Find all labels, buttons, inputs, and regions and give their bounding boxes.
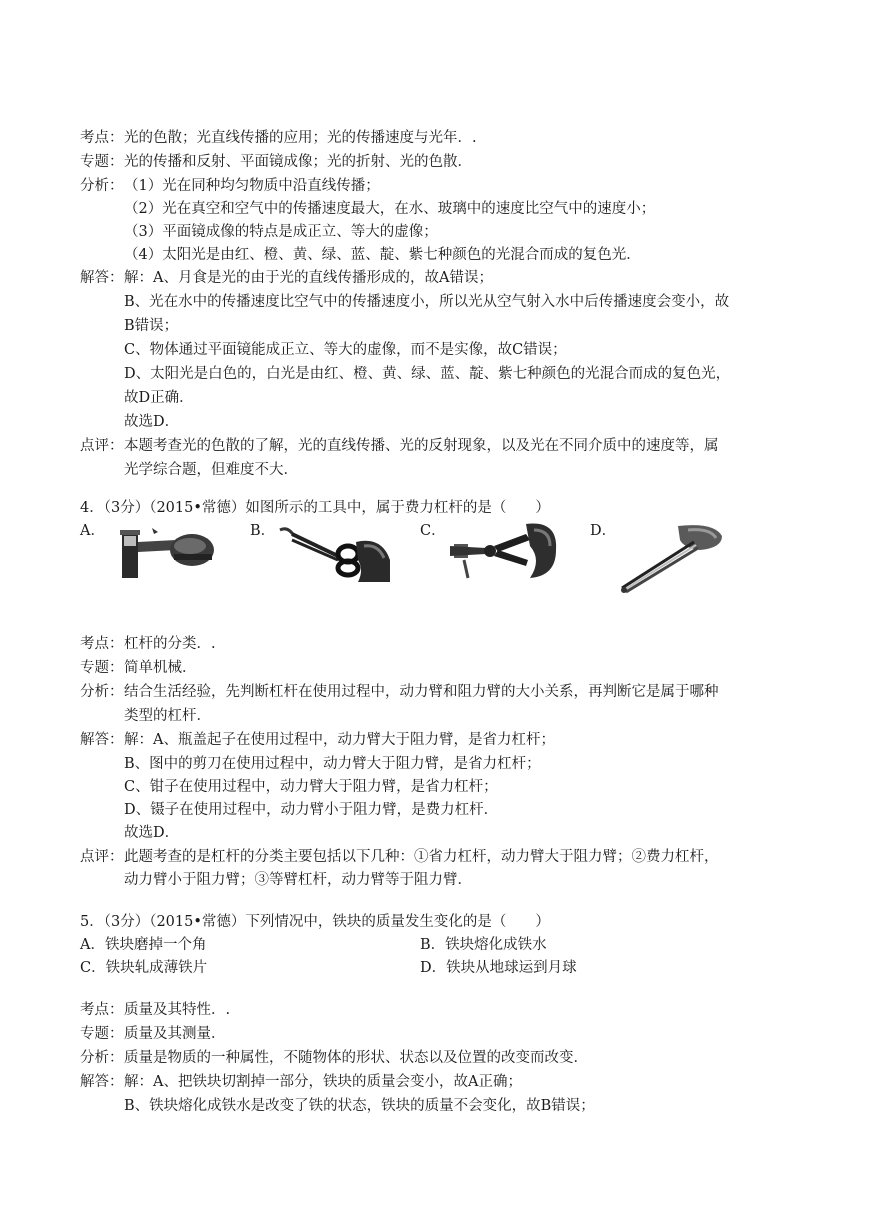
q4-option-c-label: C．: [420, 523, 446, 539]
kaodian-label: 考点：: [80, 130, 124, 146]
q4-fenxi-line: 类型的杠杆．: [124, 708, 211, 724]
q4-option-a-label: A．: [80, 523, 105, 539]
q5-jieda-label: 解答：: [80, 1074, 124, 1090]
q4-dianping-label: 点评：: [80, 849, 124, 865]
q4-jieda-line: B、图中的剪刀在使用过程中，动力臂大于阻力臂，是省力杠杆；: [124, 756, 541, 772]
fenxi-label: 分析：: [80, 178, 124, 194]
q5-option-d: D．铁块从地球运到月球: [420, 960, 577, 976]
q5-kaodian-label: 考点：: [80, 1002, 124, 1018]
q4-jieda-line: C、钳子在使用过程中，动力臂大于阻力臂，是省力杠杆；: [124, 779, 498, 795]
dianping-label: 点评：: [80, 438, 124, 454]
q5-zhuanti-label: 专题：: [80, 1026, 124, 1042]
q5-option-c: C．铁块轧成薄铁片: [80, 960, 208, 976]
zhuanti-label: 专题：: [80, 154, 124, 170]
tweezers-image: [618, 522, 730, 596]
scissors-image: [278, 520, 392, 582]
q4-kaodian-label: 考点：: [80, 636, 124, 652]
question-5-stem: 5．（3分）（2015•常德）下列情况中，铁块的质量发生变化的是（ ）: [80, 914, 550, 930]
q5-kaodian-text: 质量及其特性．.: [124, 1002, 231, 1018]
q4-fenxi-line: 结合生活经验，先判断杠杆在使用过程中，动力臂和阻力臂的大小关系，再判断它是属于哪种: [124, 684, 719, 700]
pliers-image: [446, 520, 558, 582]
q4-jieda-line: 解：A、瓶盖起子在使用过程中，动力臂大于阻力臂，是省力杠杆；: [124, 732, 555, 748]
fenxi-line: （1）光在同种均匀物质中沿直线传播；: [124, 178, 380, 194]
jieda-line: C、物体通过平面镜能成正立、等大的虚像，而不是实像，故C错误；: [124, 342, 567, 358]
q4-dianping-line: 动力臂小于阻力臂；③等臂杠杆，动力臂等于阻力臂．: [124, 872, 472, 888]
fenxi-line: （2）光在真空和空气中的传播速度最大，在水、玻璃中的速度比空气中的速度小；: [124, 201, 656, 217]
question-4-stem: 4．（3分）（2015•常德）如图所示的工具中，属于费力杠杆的是（ ）: [80, 500, 550, 516]
jieda-line: B、光在水中的传播速度比空气中的传播速度小，所以光从空气射入水中后传播速度会变小，故: [124, 294, 730, 310]
q4-jieda-line: 故选D．: [124, 825, 180, 841]
jieda-label: 解答：: [80, 270, 124, 286]
q4-jieda-line: D、镊子在使用过程中，动力臂小于阻力臂，是费力杠杆．: [124, 802, 499, 818]
jieda-line: 解：A、月食是光的由于光的直线传播形成的，故A错误；: [124, 270, 493, 286]
fenxi-line: （3）平面镜成像的特点是成正立、等大的虚像；: [124, 224, 438, 240]
jieda-line: B错误；: [124, 318, 179, 334]
zhuanti-text: 光的传播和反射、平面镜成像；光的折射、光的色散．: [124, 154, 472, 170]
q4-jieda-label: 解答：: [80, 732, 124, 748]
q5-zhuanti-text: 质量及其测量．: [124, 1026, 226, 1042]
q4-dianping-line: 此题考查的是杠杆的分类主要包括以下几种：①省力杠杆，动力臂大于阻力臂；②费力杠杆，: [124, 849, 719, 865]
q4-zhuanti-text: 简单机械．: [124, 660, 197, 676]
q5-option-b: B．铁块熔化成铁水: [420, 937, 547, 953]
q5-option-a: A．铁块磨掉一个角: [80, 937, 207, 953]
jieda-line: 故D正确．: [124, 390, 194, 406]
q4-zhuanti-label: 专题：: [80, 660, 124, 676]
q5-jieda-line: B、铁块熔化成铁水是改变了铁的状态，铁块的质量不会变化，故B错误；: [124, 1098, 595, 1114]
dianping-line: 光学综合题，但难度不大．: [124, 462, 298, 478]
q5-fenxi-label: 分析：: [80, 1050, 124, 1066]
q4-option-b-label: B．: [250, 523, 276, 539]
fenxi-line: （4）太阳光是由红、橙、黄、绿、蓝、靛、紫七种颜色的光混合而成的复色光．: [124, 247, 641, 263]
q4-option-d-label: D．: [590, 523, 617, 539]
bottle-opener-image: [118, 520, 218, 580]
jieda-line: 故选D．: [124, 414, 180, 430]
dianping-line: 本题考查光的色散的了解，光的直线传播、光的反射现象，以及光在不同介质中的速度等，属: [124, 438, 719, 454]
q4-fenxi-label: 分析：: [80, 684, 124, 700]
kaodian-text: 光的色散；光直线传播的应用；光的传播速度与光年．.: [124, 130, 477, 146]
q5-fenxi-text: 质量是物质的一种属性，不随物体的形状、状态以及位置的改变而改变．: [124, 1050, 588, 1066]
jieda-line: D、太阳光是白色的，白光是由红、橙、黄、绿、蓝、靛、紫七种颜色的光混合而成的复色光，: [124, 366, 731, 382]
q4-kaodian-text: 杠杆的分类．.: [124, 636, 216, 652]
q5-jieda-line: 解：A、把铁块切割掉一部分，铁块的质量会变小，故A正确；: [124, 1074, 522, 1090]
